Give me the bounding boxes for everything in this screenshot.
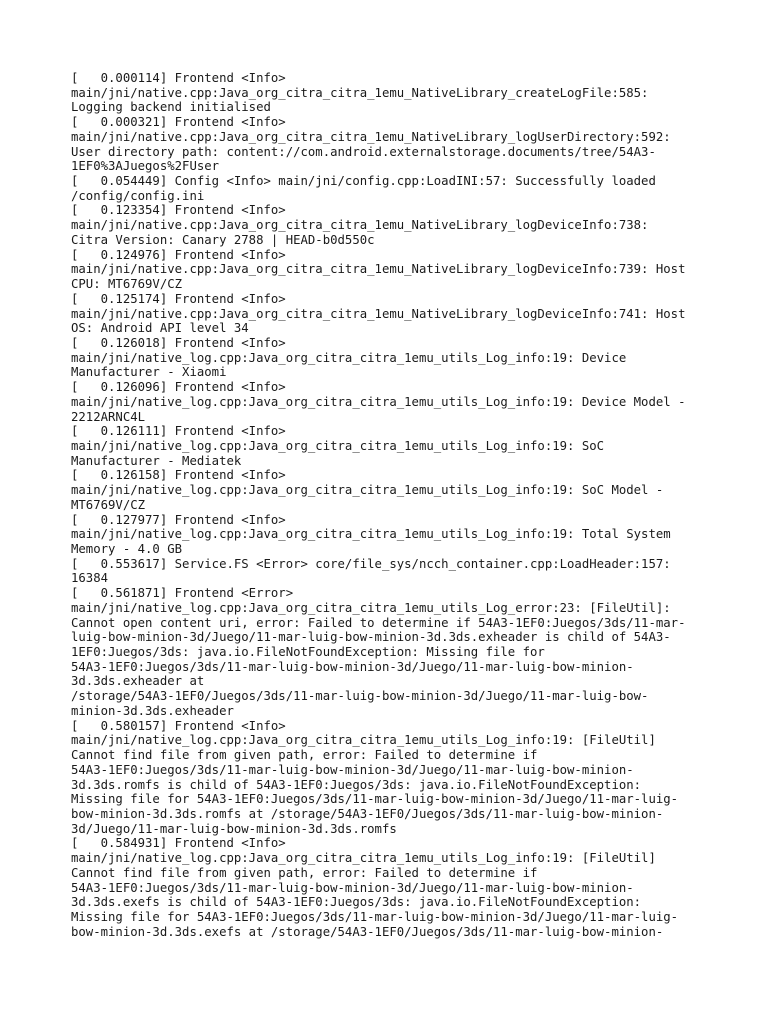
log-line: Missing file for 54A3-1EF0:Juegos/3ds/11-mar-luig-bow-minion-3d/Juego/11-mar-luig- — [71, 909, 679, 924]
log-text-body — [71, 71, 711, 939]
log-line: 3d.3ds.exheader at — [71, 674, 205, 689]
log-line: 54A3-1EF0:Juegos/3ds/11-mar-luig-bow-minion-3d/Juego/11-mar-luig-bow-minion- — [71, 880, 634, 895]
log-line: [ 0.553617] Service.FS <Error> core/file_sys/ncch_container.cpp:LoadHeader:157: — [71, 556, 671, 571]
log-line: main/jni/native.cpp:Java_org_citra_citra_1emu_NativeLibrary_logDeviceInfo:738: — [71, 218, 649, 233]
log-line: [ 0.000321] Frontend <Info> — [71, 115, 286, 130]
log-line: [ 0.127977] Frontend <Info> — [71, 512, 286, 527]
log-line: 1EF0:Juegos/3ds: java.io.FileNotFoundException: Missing file for — [71, 645, 545, 660]
log-line: [ 0.054449] Config <Info> main/jni/config.cpp:LoadINI:57: Successfully loaded — [71, 174, 656, 189]
log-line: Manufacturer - Mediatek — [71, 453, 242, 468]
log-line: 54A3-1EF0:Juegos/3ds/11-mar-luig-bow-minion-3d/Juego/11-mar-luig-bow-minion- — [71, 762, 634, 777]
log-line: bow-minion-3d.3ds.romfs at /storage/54A3-1EF0/Juegos/3ds/11-mar-luig-bow-minion- — [71, 806, 664, 821]
log-line: Memory - 4.0 GB — [71, 542, 183, 556]
log-line: 1EF0%3AJuegos%2FUser — [71, 159, 220, 174]
log-line: Citra Version: Canary 2788 | HEAD-b0d550c — [71, 232, 375, 247]
log-line: luig-bow-minion-3d/Juego/11-mar-luig-bow-minion-3d.3ds.exheader is child of 54A3- — [71, 630, 671, 645]
log-line: /storage/54A3-1EF0/Juegos/3ds/11-mar-luig-bow-minion-3d/Juego/11-mar-luig-bow- — [71, 689, 649, 704]
log-line: 16384 — [71, 571, 109, 586]
log-line: minion-3d.3ds.exheader — [71, 703, 234, 718]
log-line: 2212ARNC4L — [71, 409, 146, 424]
log-line: Cannot open content uri, error: Failed to determine if 54A3-1EF0:Juegos/3ds/11-mar- — [71, 615, 686, 630]
log-line: MT6769V/CZ — [71, 497, 146, 512]
log-line: main/jni/native_log.cpp:Java_org_citra_citra_1emu_utils_Log_info:19: Device Model - — [71, 394, 686, 409]
log-line: [ 0.126096] Frontend <Info> — [71, 380, 286, 395]
log-line: bow-minion-3d.3ds.exefs at /storage/54A3-1EF0/Juegos/3ds/11-mar-luig-bow-minion- — [71, 924, 664, 939]
log-line: Manufacturer - Xiaomi — [71, 365, 227, 380]
log-line: [ 0.126158] Frontend <Info> — [71, 468, 286, 483]
log-line: main/jni/native_log.cpp:Java_org_citra_citra_1emu_utils_Log_info:19: SoC Model - — [71, 483, 664, 498]
log-line: User directory path: content://com.android.externalstorage.documents/tree/54A3- — [71, 144, 656, 159]
log-line: Missing file for 54A3-1EF0:Juegos/3ds/11-mar-luig-bow-minion-3d/Juego/11-mar-luig- — [71, 792, 679, 807]
log-line: [ 0.580157] Frontend <Info> — [71, 718, 286, 733]
log-line: main/jni/native_log.cpp:Java_org_citra_citra_1emu_utils_Log_info:19: Device — [71, 350, 627, 365]
log-line: Logging backend initialised — [71, 100, 271, 115]
log-line: main/jni/native_log.cpp:Java_org_citra_citra_1emu_utils_Log_info:19: [FileUtil] — [71, 733, 656, 748]
log-line: [ 0.584931] Frontend <Info> — [71, 836, 286, 851]
log-line: main/jni/native_log.cpp:Java_org_citra_citra_1emu_utils_Log_info:19: Total System — [71, 527, 671, 542]
log-line: Cannot find file from given path, error: Failed to determine if — [71, 748, 538, 763]
log-line: [ 0.000114] Frontend <Info> — [71, 71, 286, 85]
log-line: main/jni/native.cpp:Java_org_citra_citra_1emu_NativeLibrary_createLogFile:585: — [71, 85, 649, 100]
log-line: /config/config.ini — [71, 188, 205, 203]
log-document — [71, 71, 711, 939]
log-line: [ 0.126018] Frontend <Info> — [71, 335, 286, 350]
log-line: [ 0.123354] Frontend <Info> — [71, 203, 286, 218]
log-line: main/jni/native_log.cpp:Java_org_citra_citra_1emu_utils_Log_info:19: [FileUtil] — [71, 851, 656, 866]
log-line: CPU: MT6769V/CZ — [71, 277, 183, 292]
log-line: 3d/Juego/11-mar-luig-bow-minion-3d.3ds.romfs — [71, 821, 397, 836]
log-line: 54A3-1EF0:Juegos/3ds/11-mar-luig-bow-minion-3d/Juego/11-mar-luig-bow-minion- — [71, 659, 634, 674]
log-line: OS: Android API level 34 — [71, 321, 249, 336]
log-line: main/jni/native.cpp:Java_org_citra_citra_1emu_NativeLibrary_logUserDirectory:592: — [71, 129, 671, 144]
log-line: [ 0.561871] Frontend <Error> — [71, 586, 294, 601]
log-line: main/jni/native.cpp:Java_org_citra_citra_1emu_NativeLibrary_logDeviceInfo:739: Host — [71, 262, 686, 277]
log-line: main/jni/native_log.cpp:Java_org_citra_citra_1emu_utils_Log_info:19: SoC — [71, 438, 605, 453]
log-line: 3d.3ds.romfs is child of 54A3-1EF0:Juegos/3ds: java.io.FileNotFoundException: — [71, 777, 642, 792]
log-line: [ 0.125174] Frontend <Info> — [71, 291, 286, 306]
log-line: [ 0.126111] Frontend <Info> — [71, 424, 286, 439]
log-line: main/jni/native.cpp:Java_org_citra_citra_1emu_NativeLibrary_logDeviceInfo:741: Host — [71, 306, 686, 321]
log-line: Cannot find file from given path, error: Failed to determine if — [71, 865, 538, 880]
log-line: 3d.3ds.exefs is child of 54A3-1EF0:Juegos/3ds: java.io.FileNotFoundException: — [71, 895, 642, 910]
log-line: main/jni/native_log.cpp:Java_org_citra_citra_1emu_utils_Log_error:23: [FileUtil]: — [71, 600, 671, 615]
log-line: [ 0.124976] Frontend <Info> — [71, 247, 286, 262]
